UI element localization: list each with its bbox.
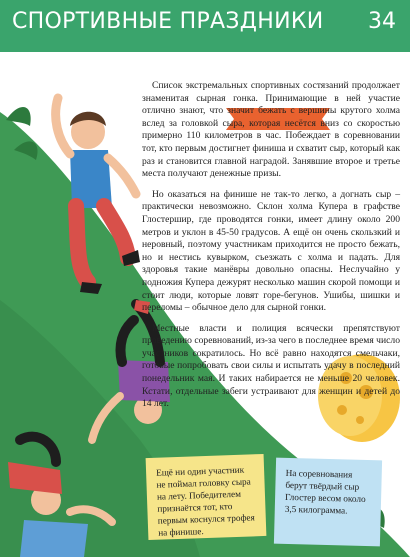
paragraph: Местные власти и полиция всячески препятствуют проведению соревнований, из-за чего в последнее время число участников сократилось. Но всё равно находятся смельчаки, готовые попробовать свои силы и испытать удачу в последний понедельник мая. И таких набирается не меньше 20 человек. Кстати, отдельные забеги устраивают для женщин и детей до 14 лет. <box>142 322 400 410</box>
paragraph: Список экстремальных спортивных состязаний продолжает знаменитая сырная гонка. Принимающие в ней участие отлично знают, что значит бежать с вершины крутого холма вслед за головкой сыра, которая несётся вниз со скоростью примерно 110 километров в час. Побеждает в соревновании тот, кто первым достигнет финиша и схватит сыр, который как раз и становится главной наградой. Занявшие второе и третье места получают денежные призы. <box>142 80 400 180</box>
section-ribbon <box>226 56 338 78</box>
fact-note-blue: На соревнования берут твёрдый сыр Глостер весом около 3,5 килограмма. <box>274 458 382 547</box>
section-title: Сырные бега (Англия) <box>226 61 338 72</box>
article-body <box>142 80 400 419</box>
page-header <box>0 0 410 52</box>
paragraph: Но оказаться на финише не так-то легко, а догнать сыр – практически невозможно. Склон холма Купера в графстве Глостершир, где проводятся гонки, имеет длину около 200 метров и уклон в 45-50 градусов. А ещё он очень скользкий и неровный, поэтому участникам приходится не просто бежать, но и нестись кувырком, съезжать с холма и падать. Для здоровья такие манёвры довольно опасны. Неслучайно у подножия Купера дежурят несколько машин скорой помощи и стоит люди, которые ловят горе-бегунов. Ушибы, шишки и переломы – обычное дело для сырной гонки. <box>142 188 400 314</box>
fact-note-yellow: Ещё ни один участник не поймал головку сыра на лету. Победителем признаётся тот, кто первым коснулся трофея на финише. <box>146 454 267 540</box>
section-heading: СПОРТИВНЫЕ ПРАЗДНИКИ <box>12 9 324 34</box>
page-number: 34 <box>368 9 396 34</box>
